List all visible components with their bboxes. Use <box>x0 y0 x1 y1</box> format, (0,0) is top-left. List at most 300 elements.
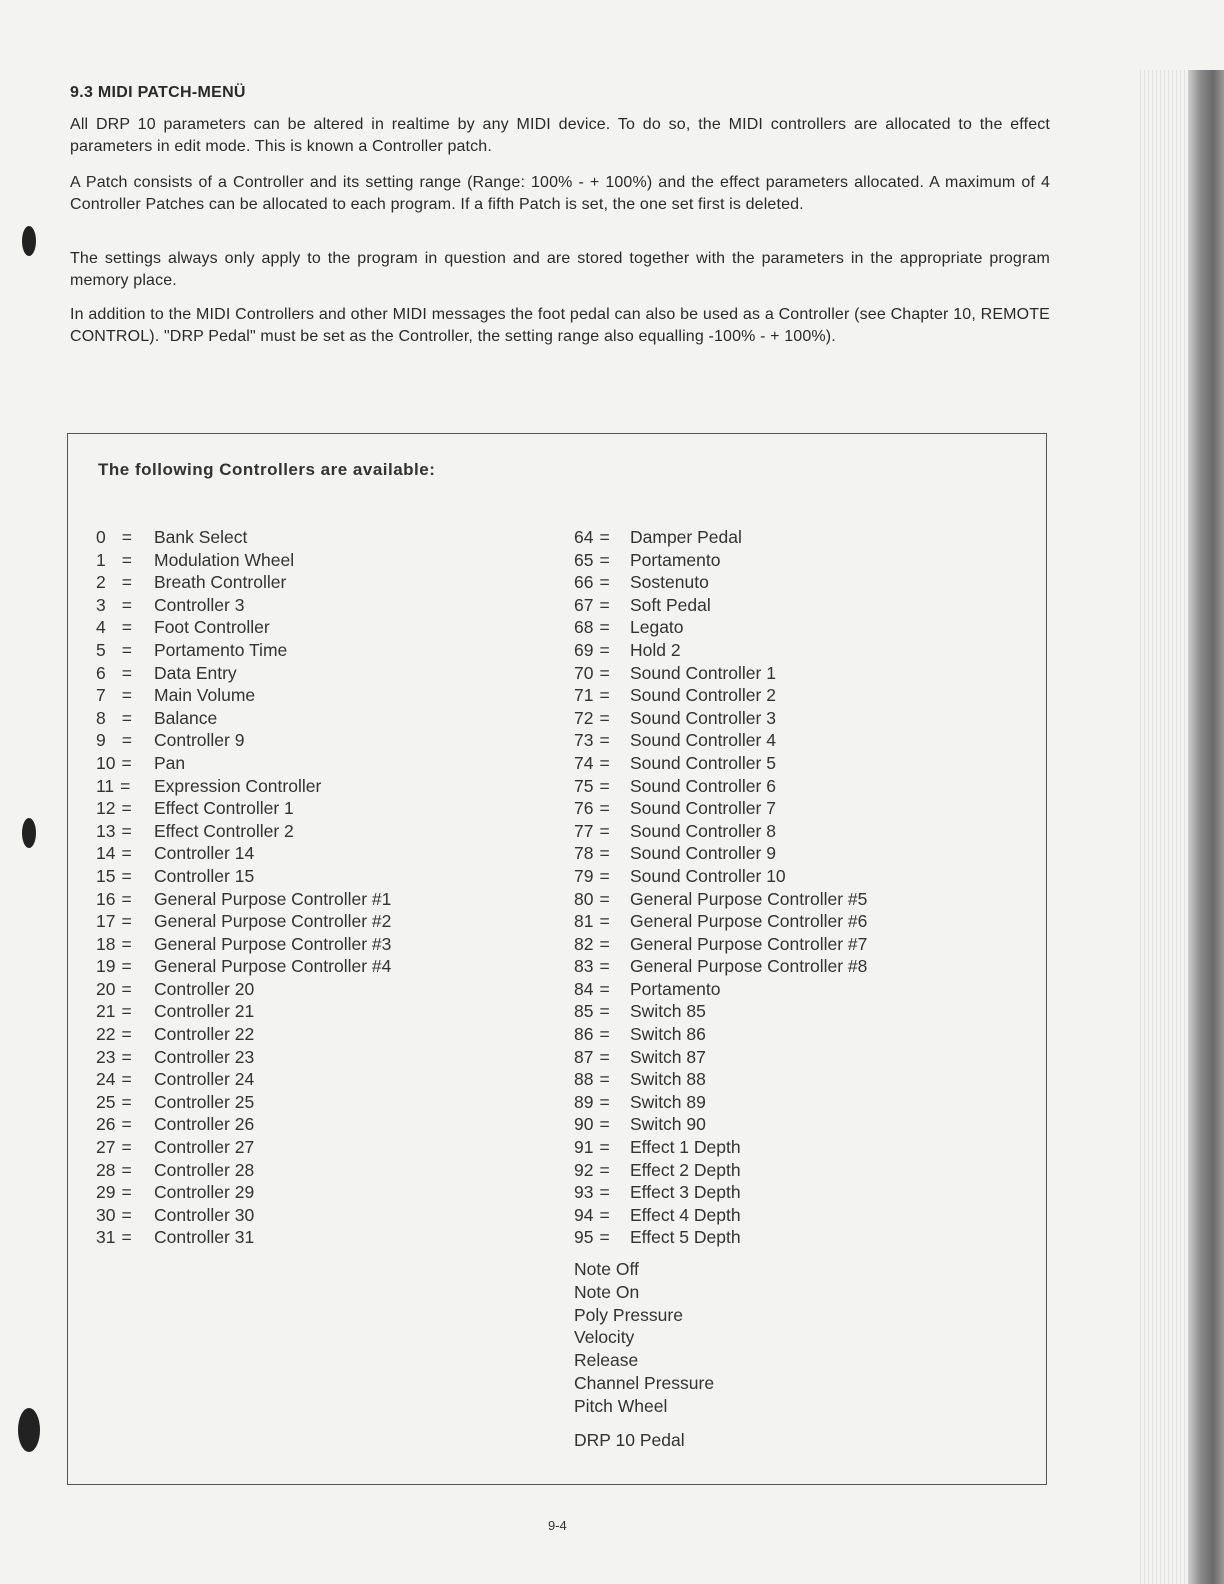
controller-row <box>96 707 391 730</box>
controller-number <box>574 1181 630 1204</box>
controller-number-value: 15 <box>96 865 116 886</box>
controller-number <box>96 571 154 594</box>
controller-label: Effect 1 Depth <box>630 1137 741 1158</box>
controller-label: Modulation Wheel <box>154 549 295 570</box>
controller-list-right <box>574 526 867 1249</box>
controller-number <box>96 639 154 662</box>
controller-row <box>96 1113 391 1136</box>
controller-row <box>574 639 867 662</box>
controller-number-value: 85 <box>574 1001 594 1022</box>
controller-number-value: 92 <box>574 1159 594 1180</box>
equals-sign: = <box>599 843 610 864</box>
controller-label: Controller 23 <box>154 1046 255 1067</box>
equals-sign: = <box>599 527 610 547</box>
controller-number-value: 1 <box>96 549 106 570</box>
binder-hole <box>22 226 36 256</box>
controller-label: Controller 31 <box>154 1227 255 1248</box>
controller-label: Portamento <box>630 549 721 570</box>
equals-sign: = <box>121 1204 132 1225</box>
controller-label: Switch 89 <box>630 1091 706 1112</box>
equals-sign: = <box>121 820 132 841</box>
controller-label: Effect 4 Depth <box>630 1204 741 1225</box>
controller-label: Controller 27 <box>154 1137 255 1158</box>
controller-label: Sound Controller 7 <box>630 798 776 819</box>
section-heading: 9.3 MIDI PATCH-MENÜ <box>70 84 246 101</box>
equals-sign: = <box>599 1182 610 1203</box>
controller-number <box>574 684 630 707</box>
controller-number <box>574 707 630 730</box>
controller-number <box>574 1068 630 1091</box>
controller-number-value: 67 <box>574 594 594 615</box>
controller-number-value: 89 <box>574 1091 594 1112</box>
controller-number-value: 71 <box>574 685 594 706</box>
controller-number <box>96 752 154 775</box>
controller-label: Hold 2 <box>630 639 681 660</box>
controller-number-value: 86 <box>574 1024 594 1045</box>
controller-label: Controller 3 <box>154 594 245 615</box>
controller-label: General Purpose Controller #7 <box>630 933 868 954</box>
controller-label: Effect Controller 2 <box>154 820 294 841</box>
controller-number <box>96 865 154 888</box>
controller-number-value: 80 <box>574 888 594 909</box>
controller-number <box>574 639 630 662</box>
equals-sign: = <box>599 933 610 954</box>
equals-sign: = <box>121 1024 132 1045</box>
controller-label: Controller 15 <box>154 865 255 886</box>
equals-sign: = <box>121 1069 132 1090</box>
controller-label: Sound Controller 8 <box>630 820 776 841</box>
equals-sign: = <box>599 911 610 932</box>
equals-sign: = <box>599 662 610 683</box>
equals-sign: = <box>599 549 610 570</box>
controller-number-value: 81 <box>574 911 594 932</box>
controller-row <box>574 752 867 775</box>
controller-number <box>574 797 630 820</box>
controller-label: Sound Controller 3 <box>630 707 776 728</box>
controller-number <box>574 955 630 978</box>
controller-number <box>96 1046 154 1069</box>
controller-number <box>574 662 630 685</box>
controller-row <box>96 639 391 662</box>
controller-label: Switch 87 <box>630 1046 706 1067</box>
controller-number-value: 93 <box>574 1182 594 1203</box>
controller-row <box>96 775 391 798</box>
controller-label: Sound Controller 9 <box>630 843 776 864</box>
controller-number-value: 72 <box>574 707 594 728</box>
controller-row <box>574 1159 867 1182</box>
controller-number-value: 6 <box>96 662 106 683</box>
equals-sign: = <box>599 1091 610 1112</box>
controller-label: Controller 26 <box>154 1114 255 1135</box>
equals-sign: = <box>599 617 610 638</box>
equals-sign: = <box>599 752 610 773</box>
controller-label: Expression Controller <box>154 775 322 796</box>
controller-row <box>96 571 391 594</box>
equals-sign: = <box>599 1137 610 1158</box>
controller-label: Controller 28 <box>154 1159 255 1180</box>
midi-message-item: Channel Pressure <box>574 1372 715 1393</box>
controller-number <box>96 820 154 843</box>
controller-label: General Purpose Controller #5 <box>630 888 868 909</box>
controller-label: General Purpose Controller #3 <box>154 933 392 954</box>
controller-label: Sound Controller 5 <box>630 752 776 773</box>
controller-row <box>96 1226 391 1249</box>
controller-row <box>574 729 867 752</box>
controller-number <box>96 684 154 707</box>
controller-number-value: 83 <box>574 956 594 977</box>
controller-row <box>96 1091 391 1114</box>
controller-number-value: 3 <box>96 594 106 615</box>
equals-sign: = <box>121 662 132 683</box>
paragraph: A Patch consists of a Controller and its setting range (Range: 100% - + 100%) and the effect parameters allocated. A maximum of 4 Controller Patches can be allocated to each program. If a fifth Patch is set, the one set first is deleted. <box>70 174 1050 213</box>
controller-number <box>574 820 630 843</box>
controller-row <box>574 1136 867 1159</box>
controller-number <box>574 1136 630 1159</box>
controller-row <box>574 888 867 911</box>
controller-number <box>96 797 154 820</box>
controller-row <box>96 1046 391 1069</box>
controller-number-value: 18 <box>96 933 116 954</box>
equals-sign: = <box>121 956 132 977</box>
equals-sign: = <box>121 549 132 570</box>
equals-sign: = <box>121 752 132 773</box>
controller-label: Controller 20 <box>154 978 255 999</box>
controller-number-value: 95 <box>574 1227 594 1248</box>
controller-number-value: 17 <box>96 911 116 932</box>
controller-number <box>96 955 154 978</box>
controller-row <box>96 1023 391 1046</box>
controller-number-value: 69 <box>574 639 594 660</box>
controller-number <box>96 978 154 1001</box>
controller-number <box>574 571 630 594</box>
controller-label: Portamento Time <box>154 639 288 660</box>
equals-sign: = <box>599 1227 610 1248</box>
controller-row <box>574 571 867 594</box>
controller-number-value: 84 <box>574 978 594 999</box>
controller-label: Controller 30 <box>154 1204 255 1225</box>
controller-number <box>96 842 154 865</box>
midi-message-item: Poly Pressure <box>574 1304 683 1325</box>
controller-label: Legato <box>630 617 684 638</box>
equals-sign: = <box>599 888 610 909</box>
controller-number-value: 82 <box>574 933 594 954</box>
controller-number-value: 14 <box>96 843 116 864</box>
controller-number-value: 24 <box>96 1069 116 1090</box>
equals-sign: = <box>599 1024 610 1045</box>
controller-label: Controller 21 <box>154 1001 255 1022</box>
controller-number <box>574 549 630 572</box>
controller-label: Switch 85 <box>630 1001 706 1022</box>
controller-row <box>574 684 867 707</box>
controller-row <box>96 955 391 978</box>
equals-sign: = <box>121 1046 132 1067</box>
controller-number-value: 29 <box>96 1182 116 1203</box>
controller-number <box>574 1091 630 1114</box>
controller-label: Data Entry <box>154 662 237 683</box>
equals-sign: = <box>121 730 132 751</box>
controller-number <box>574 775 630 798</box>
equals-sign: = <box>121 685 132 706</box>
controller-row <box>574 1091 867 1114</box>
controller-label: Portamento <box>630 978 721 999</box>
equals-sign: = <box>121 1227 132 1248</box>
controller-number-value: 73 <box>574 730 594 751</box>
controller-label: Damper Pedal <box>630 527 742 547</box>
controller-row <box>574 820 867 843</box>
controller-label: Bank Select <box>154 527 248 547</box>
controller-label: Switch 88 <box>630 1069 706 1090</box>
equals-sign: = <box>599 865 610 886</box>
controller-row <box>574 842 867 865</box>
controller-number-value: 70 <box>574 662 594 683</box>
controller-row <box>574 526 867 549</box>
controller-row <box>574 1181 867 1204</box>
controller-number <box>574 842 630 865</box>
controller-number <box>574 978 630 1001</box>
controller-number-value: 90 <box>574 1114 594 1135</box>
equals-sign: = <box>121 1091 132 1112</box>
controller-label: Switch 90 <box>630 1114 706 1135</box>
equals-sign: = <box>599 594 610 615</box>
controller-number-value: 78 <box>574 843 594 864</box>
midi-message-item: Note Off <box>574 1259 639 1279</box>
controller-label: Effect 3 Depth <box>630 1182 741 1203</box>
controller-row <box>574 662 867 685</box>
equals-sign: = <box>121 1159 132 1180</box>
controller-number-value: 21 <box>96 1001 116 1022</box>
controller-number-value: 12 <box>96 798 116 819</box>
controller-label: General Purpose Controller #2 <box>154 911 392 932</box>
controller-number <box>96 1023 154 1046</box>
equals-sign: = <box>121 527 132 547</box>
equals-sign: = <box>599 1159 610 1180</box>
controllers-box-title: The following Controllers are available: <box>98 460 436 479</box>
controller-number-value: 10 <box>96 752 116 773</box>
controller-number <box>96 594 154 617</box>
equals-sign: = <box>121 911 132 932</box>
controller-row <box>574 978 867 1001</box>
equals-sign: = <box>121 1001 132 1022</box>
controller-row <box>96 1000 391 1023</box>
midi-message-item: Note On <box>574 1281 640 1302</box>
controller-label: Controller 14 <box>154 843 255 864</box>
midi-message-item: Pitch Wheel <box>574 1395 668 1416</box>
controller-number <box>96 1113 154 1136</box>
controller-number-value: 4 <box>96 617 106 638</box>
controller-number <box>574 933 630 956</box>
equals-sign: = <box>121 978 132 999</box>
controller-row <box>96 662 391 685</box>
controller-row <box>96 1068 391 1091</box>
controller-row <box>96 549 391 572</box>
midi-message-item: Velocity <box>574 1327 635 1348</box>
controller-number <box>574 616 630 639</box>
controller-number <box>96 1226 154 1249</box>
controller-number-value: 79 <box>574 865 594 886</box>
equals-sign: = <box>599 775 610 796</box>
controller-row <box>574 1023 867 1046</box>
controller-number-value: 7 <box>96 685 106 706</box>
controller-row <box>96 865 391 888</box>
controller-row <box>96 752 391 775</box>
controller-number <box>574 1046 630 1069</box>
controller-number <box>96 1159 154 1182</box>
equals-sign: = <box>121 1114 132 1135</box>
controller-row <box>96 842 391 865</box>
equals-sign: = <box>599 1046 610 1067</box>
equals-sign: = <box>599 978 610 999</box>
controller-label: Foot Controller <box>154 617 270 638</box>
controller-row <box>96 910 391 933</box>
controller-number <box>96 1091 154 1114</box>
equals-sign: = <box>121 594 132 615</box>
controller-row <box>96 729 391 752</box>
controller-row <box>96 594 391 617</box>
controller-number <box>96 729 154 752</box>
controller-number <box>96 1068 154 1091</box>
controller-row <box>574 775 867 798</box>
controller-label: Breath Controller <box>154 572 287 593</box>
controller-number-value: 87 <box>574 1046 594 1067</box>
controller-number <box>96 549 154 572</box>
controller-label: Controller 22 <box>154 1024 255 1045</box>
controller-number-value: 16 <box>96 888 116 909</box>
controller-label: Sound Controller 4 <box>630 730 776 751</box>
equals-sign: = <box>599 707 610 728</box>
controller-label: Pan <box>154 752 186 773</box>
controller-row <box>574 797 867 820</box>
midi-message-item: Release <box>574 1350 639 1371</box>
paragraph: The settings always only apply to the program in question and are stored together with the parameters in the appropriate program memory place. <box>70 250 1050 289</box>
controller-row <box>574 594 867 617</box>
controller-number-value: 20 <box>96 978 116 999</box>
equals-sign: = <box>121 1182 132 1203</box>
controller-number <box>96 707 154 730</box>
equals-sign: = <box>121 865 132 886</box>
controller-number <box>574 910 630 933</box>
controller-number <box>574 729 630 752</box>
page-number: 9-4 <box>548 1518 567 1533</box>
controller-label: Effect 5 Depth <box>630 1227 741 1248</box>
controller-row <box>574 1068 867 1091</box>
controller-row <box>574 933 867 956</box>
controller-number-value: 94 <box>574 1204 594 1225</box>
controller-number <box>574 594 630 617</box>
controller-row <box>96 1159 391 1182</box>
controller-row <box>96 1181 391 1204</box>
controller-row <box>96 797 391 820</box>
controller-row <box>96 978 391 1001</box>
controller-number <box>96 1181 154 1204</box>
paragraph: In addition to the MIDI Controllers and other MIDI messages the foot pedal can also be used as a Controller (see Chapter 10, REMOTE CONTROL). "DRP Pedal" must be set as the Controller, the setting range also equalling -100% - + 100%). <box>70 306 1050 345</box>
controller-number <box>96 1204 154 1227</box>
midi-message-list <box>574 1258 714 1418</box>
controller-number <box>96 933 154 956</box>
equals-sign: = <box>599 730 610 751</box>
controller-row <box>96 684 391 707</box>
equals-sign: = <box>599 820 610 841</box>
controller-row <box>574 1226 867 1249</box>
equals-sign: = <box>121 888 132 909</box>
paragraph: All DRP 10 parameters can be altered in realtime by any MIDI device. To do so, the MIDI controllers are allocated to the effect parameters in edit mode. This is known a Controller patch. <box>70 116 1050 155</box>
controller-label: General Purpose Controller #4 <box>154 956 392 977</box>
equals-sign: = <box>121 639 132 660</box>
scan-spine-shadow <box>1188 70 1224 1584</box>
equals-sign: = <box>599 1114 610 1135</box>
controller-number <box>574 752 630 775</box>
controller-number <box>574 1113 630 1136</box>
equals-sign: = <box>599 798 610 819</box>
controller-label: General Purpose Controller #8 <box>630 956 868 977</box>
controller-row <box>574 1113 867 1136</box>
controller-number <box>574 1000 630 1023</box>
equals-sign: = <box>121 617 132 638</box>
controller-list-left <box>96 526 391 1249</box>
equals-sign: = <box>121 1137 132 1158</box>
controller-label: Sound Controller 1 <box>630 662 776 683</box>
controller-number-value: 25 <box>96 1091 116 1112</box>
controller-number <box>96 1000 154 1023</box>
equals-sign: = <box>121 843 132 864</box>
controller-number <box>574 1226 630 1249</box>
controller-number <box>96 662 154 685</box>
controller-row <box>574 865 867 888</box>
controller-label: Sound Controller 10 <box>630 865 786 886</box>
controller-number-value: 0 <box>96 527 106 547</box>
controller-number <box>96 888 154 911</box>
pedal-controller: DRP 10 Pedal <box>574 1430 685 1450</box>
controller-number-value: 27 <box>96 1137 116 1158</box>
binder-hole <box>18 1408 40 1452</box>
controller-number-value: 76 <box>574 798 594 819</box>
controller-number-value: 66 <box>574 572 594 593</box>
equals-sign: = <box>599 572 610 593</box>
equals-sign: = <box>599 639 610 660</box>
controller-number <box>574 865 630 888</box>
controller-label: Sostenuto <box>630 572 709 593</box>
controller-row <box>574 955 867 978</box>
controller-number <box>96 526 154 549</box>
equals-sign: = <box>599 956 610 977</box>
controller-label: Sound Controller 2 <box>630 685 776 706</box>
controller-row <box>96 1204 391 1227</box>
controller-number-value: 68 <box>574 617 594 638</box>
controller-row <box>574 1046 867 1069</box>
controller-number-value: 28 <box>96 1159 116 1180</box>
controller-row <box>574 1204 867 1227</box>
controller-number-value: 75 <box>574 775 594 796</box>
controller-label: Sound Controller 6 <box>630 775 776 796</box>
controller-label: Main Volume <box>154 685 256 706</box>
controller-number-value: 77 <box>574 820 594 841</box>
equals-sign: = <box>599 1204 610 1225</box>
controller-number-value: 13 <box>96 820 116 841</box>
equals-sign: = <box>121 707 132 728</box>
controller-row <box>574 707 867 730</box>
controller-number-value: 65 <box>574 549 594 570</box>
equals-sign: = <box>121 798 132 819</box>
controller-number <box>574 1023 630 1046</box>
controller-label: Controller 29 <box>154 1182 255 1203</box>
controller-number <box>574 526 630 549</box>
equals-sign: = <box>599 685 610 706</box>
controller-row <box>96 888 391 911</box>
controller-row <box>574 616 867 639</box>
binder-hole <box>22 818 36 848</box>
controller-label: Controller 24 <box>154 1069 255 1090</box>
controller-number-value: 74 <box>574 752 594 773</box>
controller-row <box>96 526 391 549</box>
